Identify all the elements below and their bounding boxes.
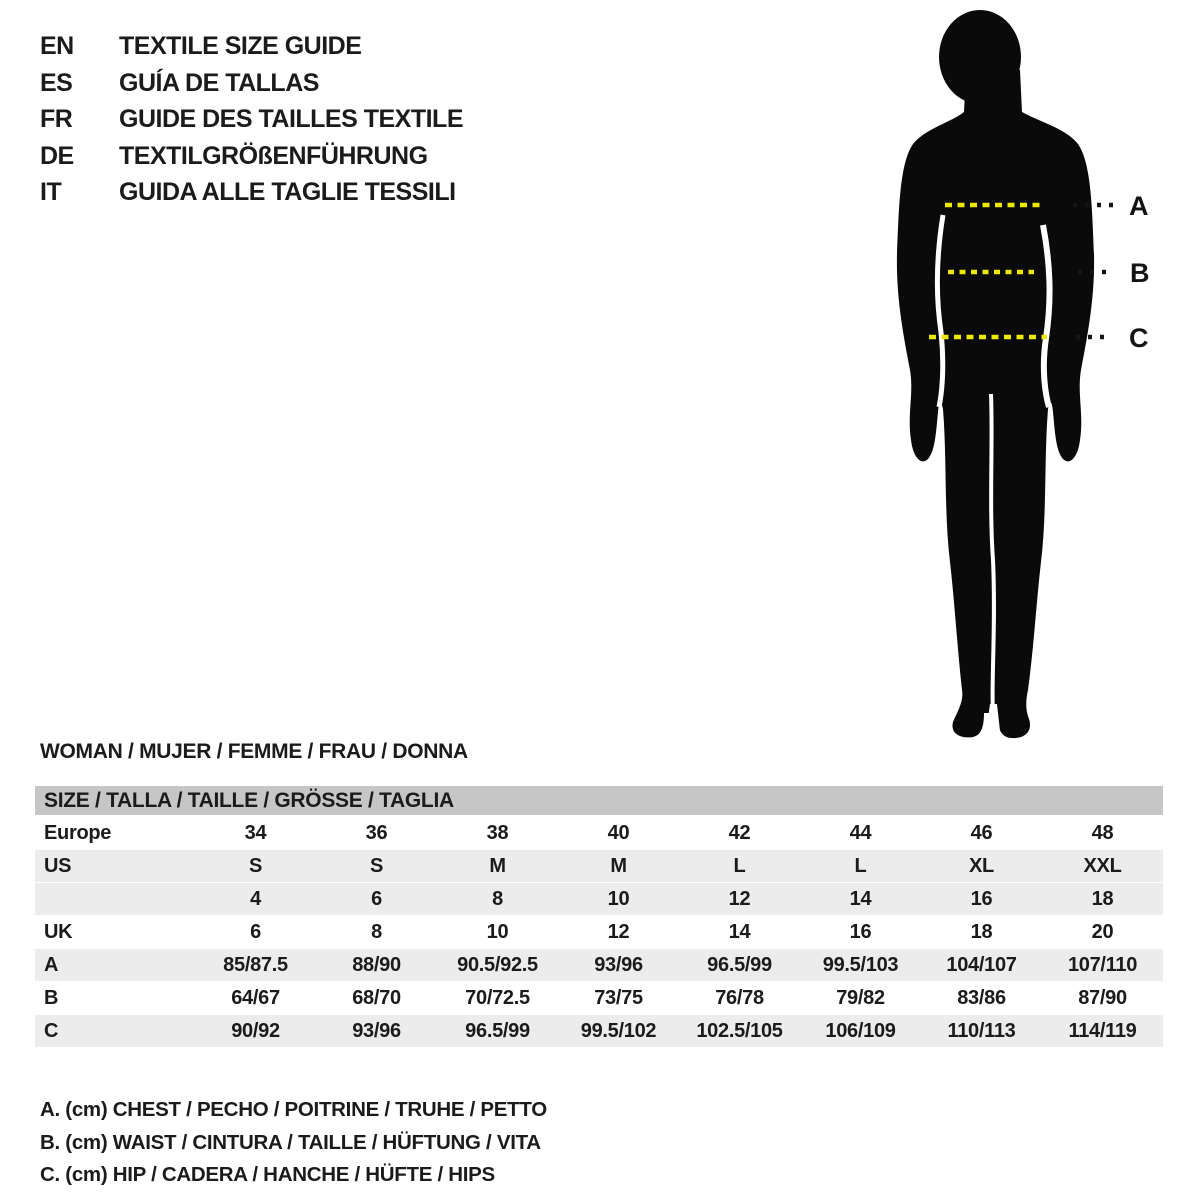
size-cell: 90/92	[231, 1019, 280, 1042]
language-code: FR	[40, 105, 73, 133]
language-title: TEXTILGRÖßENFÜHRUNG	[119, 141, 428, 170]
language-row-es	[40, 65, 463, 102]
table-row-waist-b	[35, 982, 1163, 1015]
size-cell: 40	[607, 821, 630, 844]
size-cell: 68/70	[352, 986, 401, 1009]
size-cell: M	[489, 854, 506, 877]
size-cell: 12	[728, 887, 751, 910]
size-cell: XXL	[1083, 854, 1122, 877]
measurement-legend	[40, 1094, 547, 1192]
size-cell: 76/78	[715, 986, 764, 1009]
size-cell: 85/87.5	[223, 953, 288, 976]
row-label: UK	[44, 920, 73, 943]
size-cell: M	[610, 854, 627, 877]
size-cell: S	[369, 854, 384, 877]
size-cell: L	[733, 854, 746, 877]
language-code: DE	[40, 141, 74, 170]
language-title: GUÍA DE TALLAS	[119, 68, 319, 97]
language-row-it	[40, 174, 463, 211]
size-cell: 110/113	[947, 1019, 1016, 1042]
table-row-hip-c	[35, 1015, 1163, 1048]
size-cell: 99.5/102	[580, 1019, 657, 1042]
size-cell: 10	[607, 887, 630, 910]
size-cell: 87/90	[1078, 986, 1127, 1009]
size-cell: 96.5/99	[465, 1019, 530, 1042]
language-title: TEXTILE SIZE GUIDE	[119, 32, 362, 60]
row-label: A	[44, 953, 59, 976]
size-cell: 44	[849, 821, 872, 844]
size-cell: 104/107	[946, 953, 1017, 976]
size-cell: 10	[486, 920, 509, 943]
size-cell: 107/110	[1067, 953, 1138, 976]
size-cell: 34	[244, 821, 267, 844]
row-label: Europe	[44, 821, 112, 844]
size-cell: 12	[607, 920, 630, 943]
size-table	[35, 786, 1163, 1048]
legend-line-hip: C. (cm) HIP / CADERA / HANCHE / HÜFTE / HIPS	[40, 1163, 495, 1186]
label-b: B	[1130, 258, 1150, 288]
language-code: EN	[40, 32, 74, 60]
size-cell: 14	[849, 887, 872, 910]
legend-line-chest: A. (cm) CHEST / PECHO / POITRINE / TRUHE / PETTO	[40, 1098, 547, 1121]
table-row-europe	[35, 817, 1163, 850]
size-cell: 106/109	[825, 1019, 896, 1042]
size-cell: 99.5/103	[822, 953, 899, 976]
size-cell: 42	[728, 821, 751, 844]
label-a: A	[1129, 191, 1149, 221]
language-row-de	[40, 138, 463, 175]
woman-silhouette-svg	[850, 0, 1200, 740]
size-cell: 16	[849, 920, 872, 943]
size-cell: 14	[728, 920, 751, 943]
size-cell: 36	[365, 821, 388, 844]
table-row-chest-a	[35, 949, 1163, 982]
language-row-fr	[40, 101, 463, 138]
size-cell: 6	[371, 887, 382, 910]
size-cell: L	[854, 854, 867, 877]
size-cell: 18	[1091, 887, 1114, 910]
language-title: GUIDE DES TAILLES TEXTILE	[119, 105, 464, 133]
size-cell: 79/82	[836, 986, 885, 1009]
size-cell: 6	[250, 920, 261, 943]
table-header: SIZE / TALLA / TAILLE / GRÖSSE / TAGLIA	[35, 786, 1163, 817]
size-cell: XL	[969, 854, 994, 877]
size-cell: S	[248, 854, 263, 877]
size-cell: 18	[970, 920, 993, 943]
size-cell: 93/96	[352, 1019, 401, 1042]
size-cell: 8	[371, 920, 382, 943]
size-cell: 38	[486, 821, 509, 844]
table-row-us-numeric	[35, 883, 1163, 916]
row-label: C	[44, 1019, 59, 1042]
size-cell: 83/86	[957, 986, 1006, 1009]
size-cell: 114/119	[1068, 1019, 1137, 1042]
row-label: US	[44, 854, 72, 877]
size-cell: 93/96	[594, 953, 643, 976]
language-title: GUIDA ALLE TAGLIE TESSILI	[119, 178, 456, 206]
size-cell: 70/72.5	[465, 986, 530, 1009]
language-title-list	[40, 28, 463, 211]
row-label: B	[44, 986, 59, 1009]
size-cell: 16	[970, 887, 993, 910]
body-measurement-diagram	[850, 0, 1200, 740]
language-row-en	[40, 28, 463, 65]
table-row-uk	[35, 916, 1163, 949]
size-cell: 88/90	[352, 953, 401, 976]
section-title: WOMAN / MUJER / FEMME / FRAU / DONNA	[40, 740, 468, 763]
size-cell: 4	[250, 887, 261, 910]
label-c: C	[1129, 323, 1149, 353]
language-code: ES	[40, 68, 73, 97]
size-cell: 46	[970, 821, 993, 844]
size-cell: 90.5/92.5	[457, 953, 538, 976]
size-cell: 8	[492, 887, 503, 910]
size-cell: 102.5/105	[696, 1019, 783, 1042]
size-cell: 73/75	[594, 986, 643, 1009]
language-code: IT	[40, 178, 62, 206]
size-cell: 64/67	[231, 986, 280, 1009]
size-cell: 96.5/99	[707, 953, 772, 976]
size-cell: 20	[1091, 920, 1114, 943]
size-cell: 48	[1091, 821, 1114, 844]
table-row-us	[35, 850, 1163, 883]
legend-line-waist: B. (cm) WAIST / CINTURA / TAILLE / HÜFTUNG / VITA	[40, 1130, 541, 1154]
